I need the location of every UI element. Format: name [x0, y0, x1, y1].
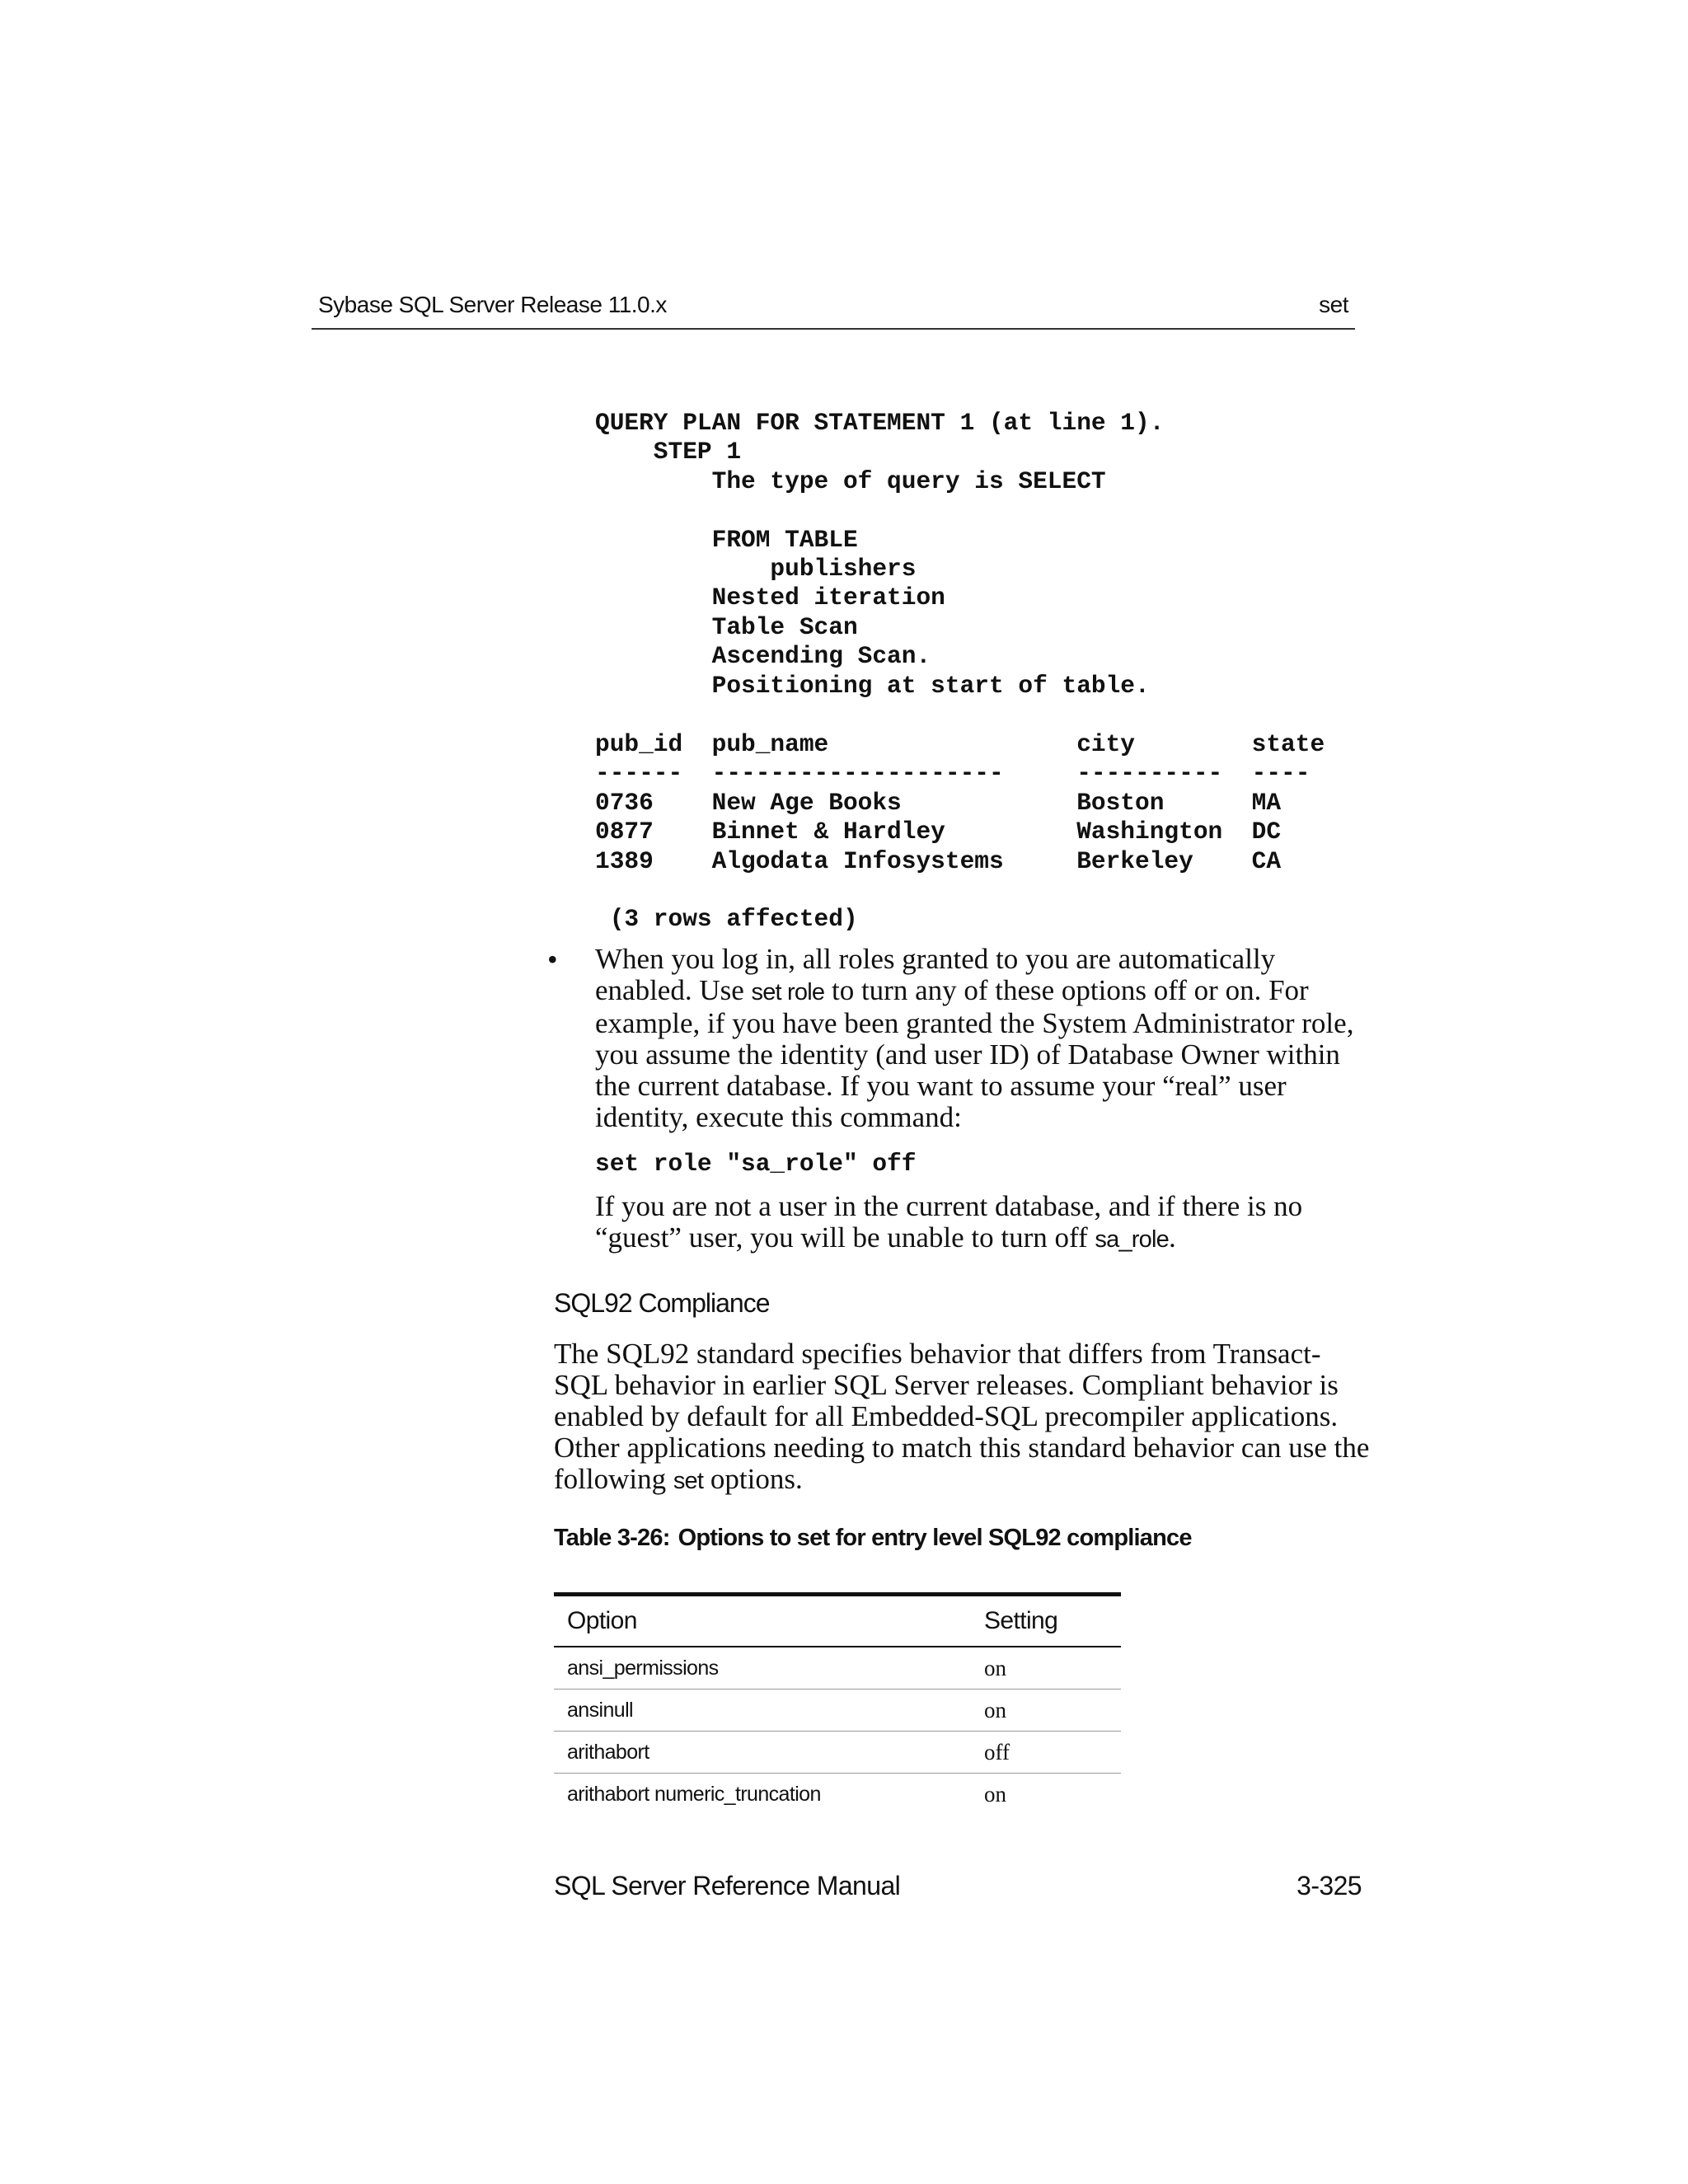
options-table: [554, 1592, 1121, 1815]
rows-affected-line: (3 rows affected): [595, 905, 858, 933]
bullet-paragraph: [595, 944, 1362, 1133]
setting-cell: on: [971, 1647, 1121, 1690]
code-line: FROM TABLE: [595, 525, 858, 554]
query-result-block: [595, 730, 1325, 876]
result-row-line: 1389 Algodata Infosystems Berkeley CA: [595, 846, 1282, 875]
column-header-setting: Setting: [984, 1607, 1058, 1634]
option-cell: ansi_permissions: [554, 1647, 971, 1690]
page-number: 3-325: [1296, 1871, 1362, 1900]
option-cell: arithabort numeric_truncation: [567, 1782, 821, 1806]
inline-command: set role: [751, 979, 825, 1005]
section-heading: SQL92 Compliance: [554, 1288, 770, 1318]
follow-text-end: .: [1168, 1221, 1176, 1254]
section-paragraph: [554, 1338, 1370, 1497]
section-text-end: options.: [703, 1463, 803, 1495]
query-plan-block: [595, 409, 1164, 701]
section-text-start: The SQL92 standard specifies behavior that differs from Transact-SQL behavior in earlier SQL Server releases. Compliant behavior is enabled by default for all Embedded-SQL precompiler applications. Other applications needing to match this standard behavior can use the following: [554, 1338, 1370, 1495]
table-caption: [554, 1525, 1192, 1552]
bullet-text-start: When you log in, all roles granted to you are automatically enabled. Use: [595, 943, 1276, 1006]
setting-cell: on: [971, 1690, 1121, 1732]
code-line: [595, 496, 1164, 525]
header-manual-title: Sybase SQL Server Release 11.0.x: [318, 292, 667, 317]
inline-command: set: [673, 1468, 704, 1494]
column-header-option: Option: [567, 1607, 637, 1634]
table-row: [554, 1732, 1121, 1774]
option-cell: arithabort: [554, 1732, 971, 1774]
bullet-symbol: •: [547, 943, 558, 976]
footer-manual-title: SQL Server Reference Manual: [554, 1871, 901, 1900]
setting-cell: off: [971, 1732, 1121, 1774]
result-header-line: pub_id pub_name city state: [595, 730, 1325, 758]
follow-text-start: If you are not a user in the current database, and if there is no “guest” user, you will be unable to turn off: [595, 1190, 1303, 1254]
running-footer: [554, 1871, 1362, 1904]
inline-command: sa_role: [1095, 1226, 1169, 1253]
result-row-line: 0736 New Age Books Boston MA: [595, 788, 1282, 817]
table-header-row: [554, 1595, 1121, 1647]
table-caption-label: Table 3-26:: [554, 1525, 670, 1551]
setting-cell: on: [984, 1781, 1006, 1807]
code-line: The type of query is SELECT: [595, 466, 1106, 495]
result-row-line: 0877 Binnet & Hardley Washington DC: [595, 818, 1282, 846]
follow-up-paragraph: [595, 1191, 1362, 1255]
table-row: [554, 1774, 1121, 1816]
code-line: Positioning at start of table.: [595, 671, 1150, 700]
code-line: Table Scan: [595, 612, 858, 641]
code-line: STEP 1: [595, 438, 742, 466]
command-example: set role "sa_role" off: [595, 1150, 917, 1178]
code-line: Ascending Scan.: [595, 642, 931, 671]
rows-affected-block: [595, 905, 858, 934]
option-cell: ansinull: [554, 1690, 971, 1732]
header-section-name: set: [1319, 292, 1348, 317]
bullet-text-end: to turn any of these options off or on. For example, if you have been granted the System Administrator role, you assume the identity (and user ID) of Database Owner within the current database. If you want to assume your “real” user identity, execute this command:: [595, 974, 1354, 1133]
code-line: Nested iteration: [595, 583, 945, 612]
result-separator-line: ------ -------------------- ---------- ----: [595, 759, 1311, 788]
table-row: [554, 1690, 1121, 1732]
running-header: [312, 288, 1355, 330]
table-caption-text: Options to set for entry level SQL92 compliance: [678, 1525, 1192, 1551]
table-row: [554, 1647, 1121, 1690]
code-line: QUERY PLAN FOR STATEMENT 1 (at line 1).: [595, 409, 1165, 437]
code-line: publishers: [595, 554, 917, 583]
